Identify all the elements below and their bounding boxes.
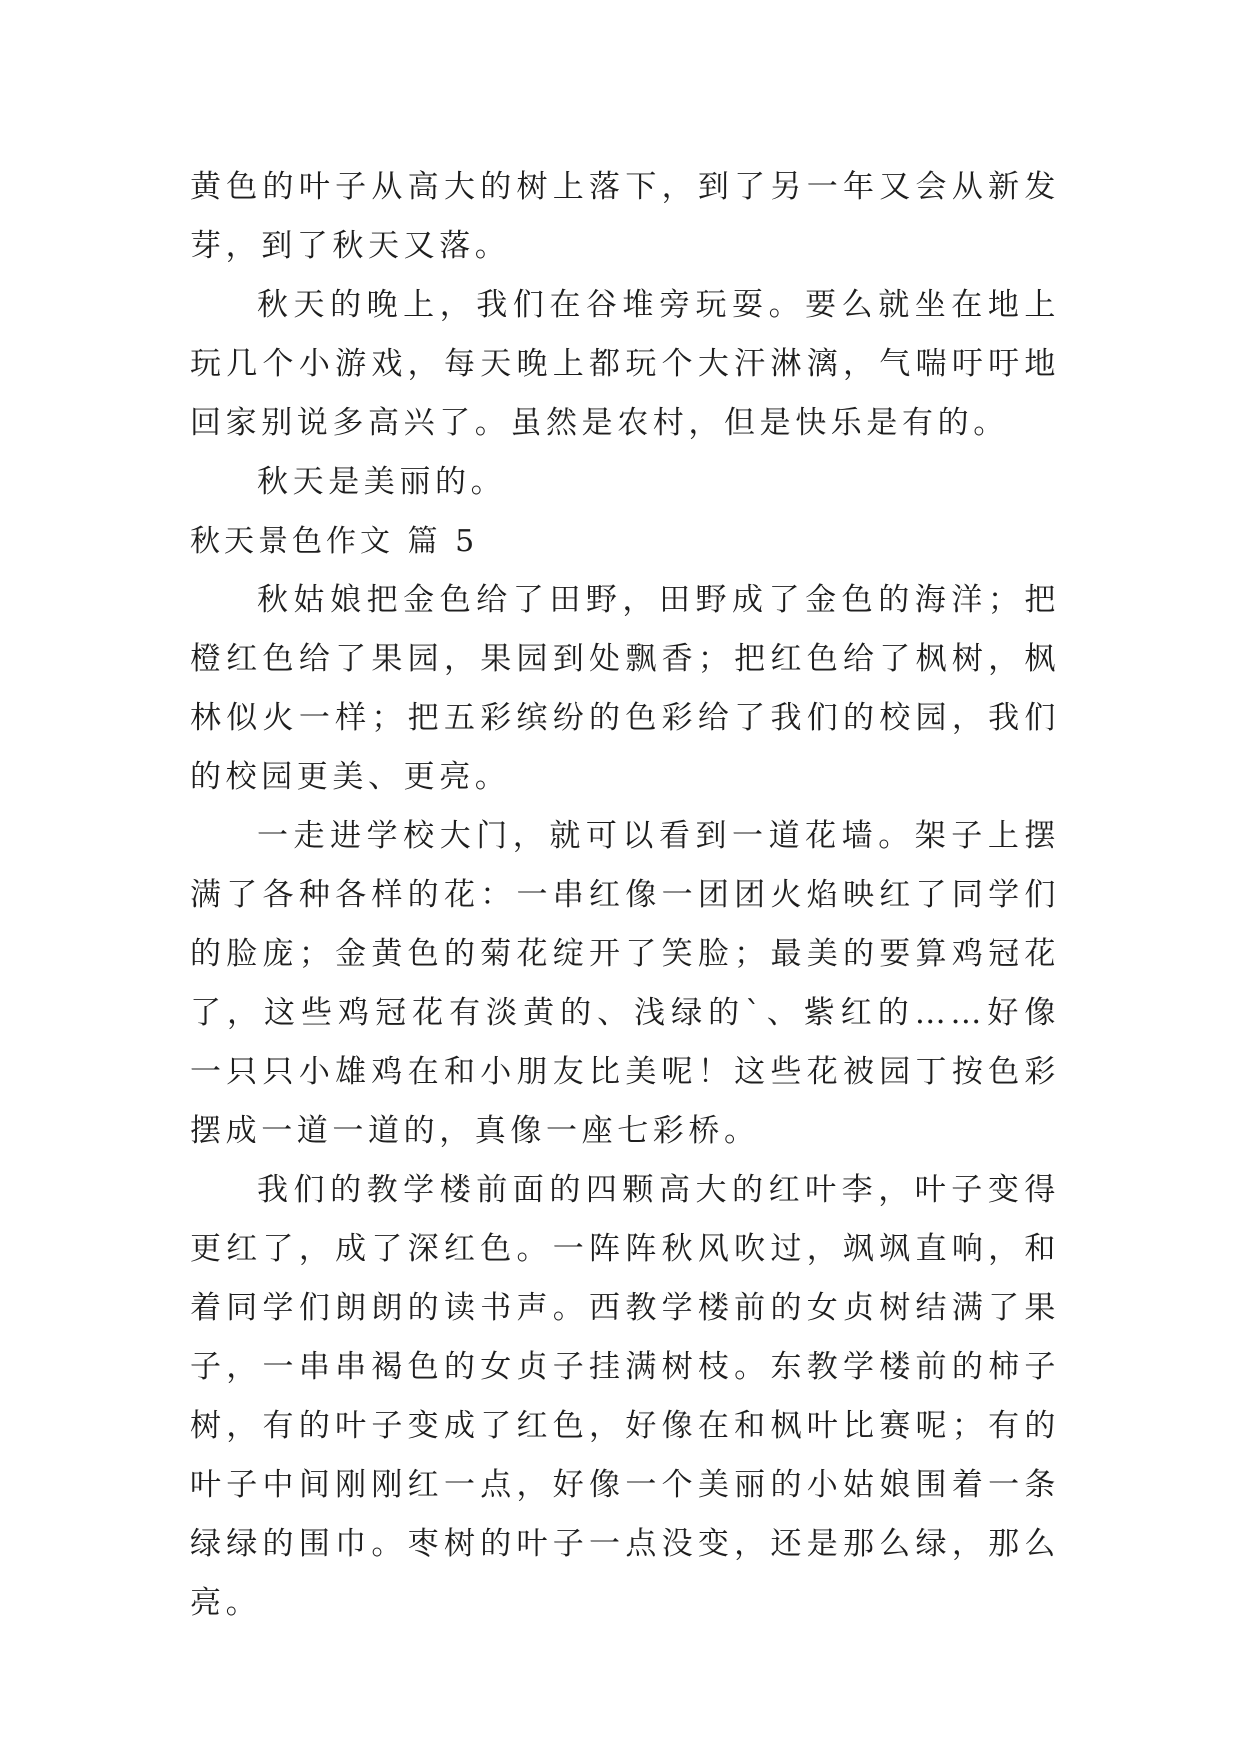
document-page bbox=[190, 158, 1060, 1633]
section-heading: 秋天景色作文 篇 5 bbox=[190, 524, 479, 559]
paragraph: 秋天是美丽的。 bbox=[257, 464, 507, 500]
paragraph: 秋姑娘把金色给了田野，田野成了金色的海洋；把橙红色给了果园，果园到处飘香；把红色给了枫树，枫林似火一样；把五彩缤纷的色彩给了我们的校园，我们的校园更美、更亮。 bbox=[190, 582, 1060, 795]
paragraph: 我们的教学楼前面的四颗高大的红叶李，叶子变得更红了，成了深红色。一阵阵秋风吹过，飒飒直响，和着同学们朗朗的读书声。西教学楼前的女贞树结满了果子，一串串褐色的女贞子挂满树枝。东教学楼前的柿子树，有的叶子变成了红色，好像在和枫叶比赛呢；有的叶子中间刚刚红一点，好像一个美丽的小姑娘围着一条绿绿的围巾。枣树的叶子一点没变，还是那么绿，那么亮。 bbox=[190, 1172, 1060, 1621]
paragraph: 一走进学校大门，就可以看到一道花墙。架子上摆满了各种各样的花：一串红像一团团火焰映红了同学们的脸庞；金黄色的菊花绽开了笑脸；最美的要算鸡冠花了，这些鸡冠花有淡黄的、浅绿的`、紫红的……好像一只只小雄鸡在和小朋友比美呢！这些花被园丁按色彩摆成一道一道的，真像一座七彩桥。 bbox=[190, 818, 1060, 1149]
paragraph: 黄色的叶子从高大的树上落下，到了另一年又会从新发芽，到了秋天又落。 bbox=[190, 169, 1060, 264]
paragraph: 秋天的晚上，我们在谷堆旁玩耍。要么就坐在地上玩几个小游戏，每天晚上都玩个大汗淋漓，气喘吁吁地回家别说多高兴了。虽然是农村，但是快乐是有的。 bbox=[190, 287, 1060, 441]
